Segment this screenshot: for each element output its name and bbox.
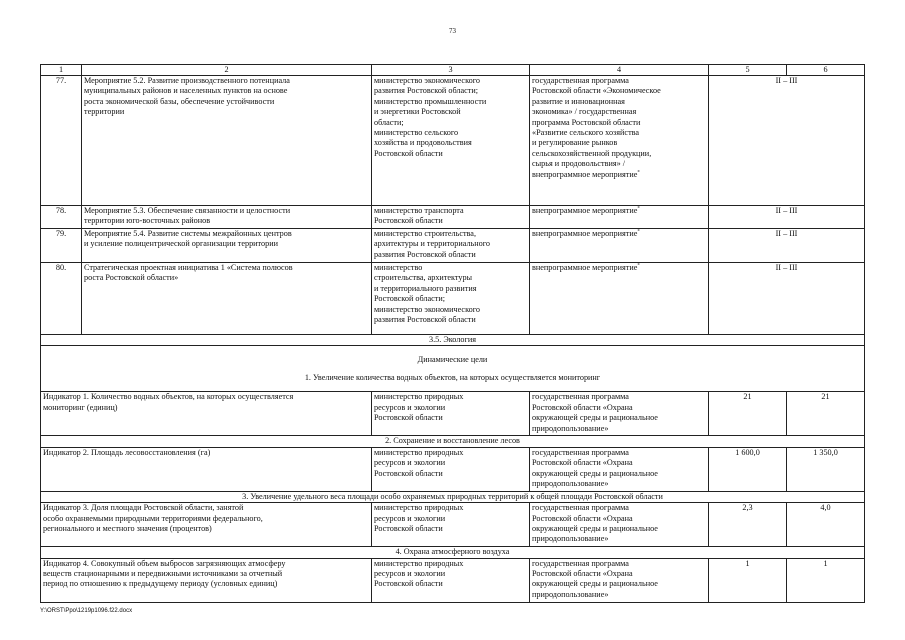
footnote-mark: *	[637, 229, 640, 235]
program-text: внепрограммное мероприятие	[532, 206, 638, 215]
measure-name: Мероприятие 5.3. Обеспечение связанности и целостности территории юго-восточных районов	[82, 206, 372, 229]
indicator-value-6: 4,0	[787, 503, 865, 547]
measure-period: II – III	[709, 76, 865, 206]
row-number: 79.	[41, 229, 82, 263]
indicator-value-5: 2,3	[709, 503, 787, 547]
row-number: 78.	[41, 206, 82, 229]
indicator-name: Индикатор 1. Количество водных объектов, на которых осуществляется мониторинг (единиц)	[41, 392, 372, 436]
dynamic-goals-label: Динамические цели	[417, 355, 488, 365]
goal-title: 2. Сохранение и восстановление лесов	[41, 436, 865, 447]
table-row	[41, 263, 865, 335]
table-row	[41, 229, 865, 263]
indicator-program: государственная программа Ростовской области «Охрана окружающей среды и рациональное природопользование»	[530, 503, 709, 547]
measure-executor: министерство строительства, архитектуры и территориального развития Ростовской области	[372, 229, 530, 263]
indicator-name: Индикатор 4. Совокупный объем выбросов загрязняющих атмосферу веществ стационарными и передвижными источниками за отчетный период по отношению к предыдущему периоду (условных единиц)	[41, 558, 372, 602]
measure-period: II – III	[709, 229, 865, 263]
strategy-table	[40, 64, 865, 603]
indicator-executor: министерство природных ресурсов и экологии Ростовской области	[372, 503, 530, 547]
goal-row	[41, 436, 865, 447]
measure-name: Стратегическая проектная инициатива 1 «Система полюсов роста Ростовской области»	[82, 263, 372, 335]
header-cell: 2	[82, 65, 372, 76]
row-number: 77.	[41, 76, 82, 206]
indicator-name: Индикатор 3. Доля площади Ростовской области, занятой особо охраняемыми природными территориями федерального, регионального и местного значения (процентов)	[41, 503, 372, 547]
indicator-row	[41, 558, 865, 602]
measure-program	[530, 206, 709, 229]
indicator-value-6: 1 350,0	[787, 447, 865, 491]
indicator-name: Индикатор 2. Площадь лесовосстановления (га)	[41, 447, 372, 491]
goal-title: 1. Увеличение количества водных объектов, на которых осуществляется мониторинг	[304, 373, 601, 383]
indicator-executor: министерство природных ресурсов и экологии Ростовской области	[372, 392, 530, 436]
header-cell: 4	[530, 65, 709, 76]
page-number: 73	[449, 27, 456, 35]
footnote-mark: *	[637, 263, 640, 269]
goal-title: 4. Охрана атмосферного воздуха	[41, 547, 865, 558]
measure-name: Мероприятие 5.4. Развитие системы межрайонных центров и усиление полицентрической организации территории	[82, 229, 372, 263]
section-title: 3.5. Экология	[41, 335, 865, 346]
goal-row	[41, 547, 865, 558]
goal-row	[41, 491, 865, 502]
indicator-program: государственная программа Ростовской области «Охрана окружающей среды и рациональное природопользование»	[530, 447, 709, 491]
table-row	[41, 76, 865, 206]
measure-program	[530, 76, 709, 206]
header-cell: 1	[41, 65, 82, 76]
program-text: государственная программа Ростовской области «Экономическое развитие и инновационная экономика» / государственная программа Ростовской области «Развитие сельского хозяйства и регулирование рынков сельскохозяйственной продукции, сырья и продовольствия» / внепрограммное мероприятие	[532, 76, 661, 179]
measure-period: II – III	[709, 263, 865, 335]
measure-program	[530, 229, 709, 263]
goal-title: 3. Увеличение удельного веса площади особо охраняемых природных территорий к общей площади Ростовской области	[41, 491, 865, 502]
measure-program	[530, 263, 709, 335]
header-cell: 5	[709, 65, 787, 76]
section-row	[41, 335, 865, 346]
indicator-row	[41, 392, 865, 436]
measure-executor: министерство экономического развития Ростовской области; министерство промышленности и энергетики Ростовской области; министерство сельского хозяйства и продовольствия Ростовской области	[372, 76, 530, 206]
indicator-executor: министерство природных ресурсов и экологии Ростовской области	[372, 447, 530, 491]
table-row	[41, 206, 865, 229]
row-number: 80.	[41, 263, 82, 335]
program-text: внепрограммное мероприятие	[532, 263, 638, 272]
measure-period: II – III	[709, 206, 865, 229]
indicator-program: государственная программа Ростовской области «Охрана окружающей среды и рациональное природопользование»	[530, 558, 709, 602]
indicator-executor: министерство природных ресурсов и экологии Ростовской области	[372, 558, 530, 602]
measure-executor: министерство транспорта Ростовской области	[372, 206, 530, 229]
header-cell: 3	[372, 65, 530, 76]
table-header-row	[41, 65, 865, 76]
footer-file-path: Y:\ORST\Ppo\1219p1096.f22.docx	[40, 608, 133, 614]
footnote-mark: *	[637, 169, 640, 175]
measure-name: Мероприятие 5.2. Развитие производственного потенциала муниципальных районов и населенных пунктов на основе роста экономической базы, обеспечение устойчивости территории	[82, 76, 372, 206]
indicator-row	[41, 447, 865, 491]
indicator-program: государственная программа Ростовской области «Охрана окружающей среды и рациональное природопользование»	[530, 392, 709, 436]
indicator-value-6: 1	[787, 558, 865, 602]
indicator-value-5: 21	[709, 392, 787, 436]
footnote-mark: *	[637, 206, 640, 212]
measure-executor: министерство строительства, архитектуры и территориального развития Ростовской области; министерство экономического развития Ростовской области	[372, 263, 530, 335]
indicator-row	[41, 503, 865, 547]
indicator-value-5: 1	[709, 558, 787, 602]
header-cell: 6	[787, 65, 865, 76]
subsection-row	[41, 346, 865, 392]
indicator-value-6: 21	[787, 392, 865, 436]
indicator-value-5: 1 600,0	[709, 447, 787, 491]
program-text: внепрограммное мероприятие	[532, 229, 638, 238]
